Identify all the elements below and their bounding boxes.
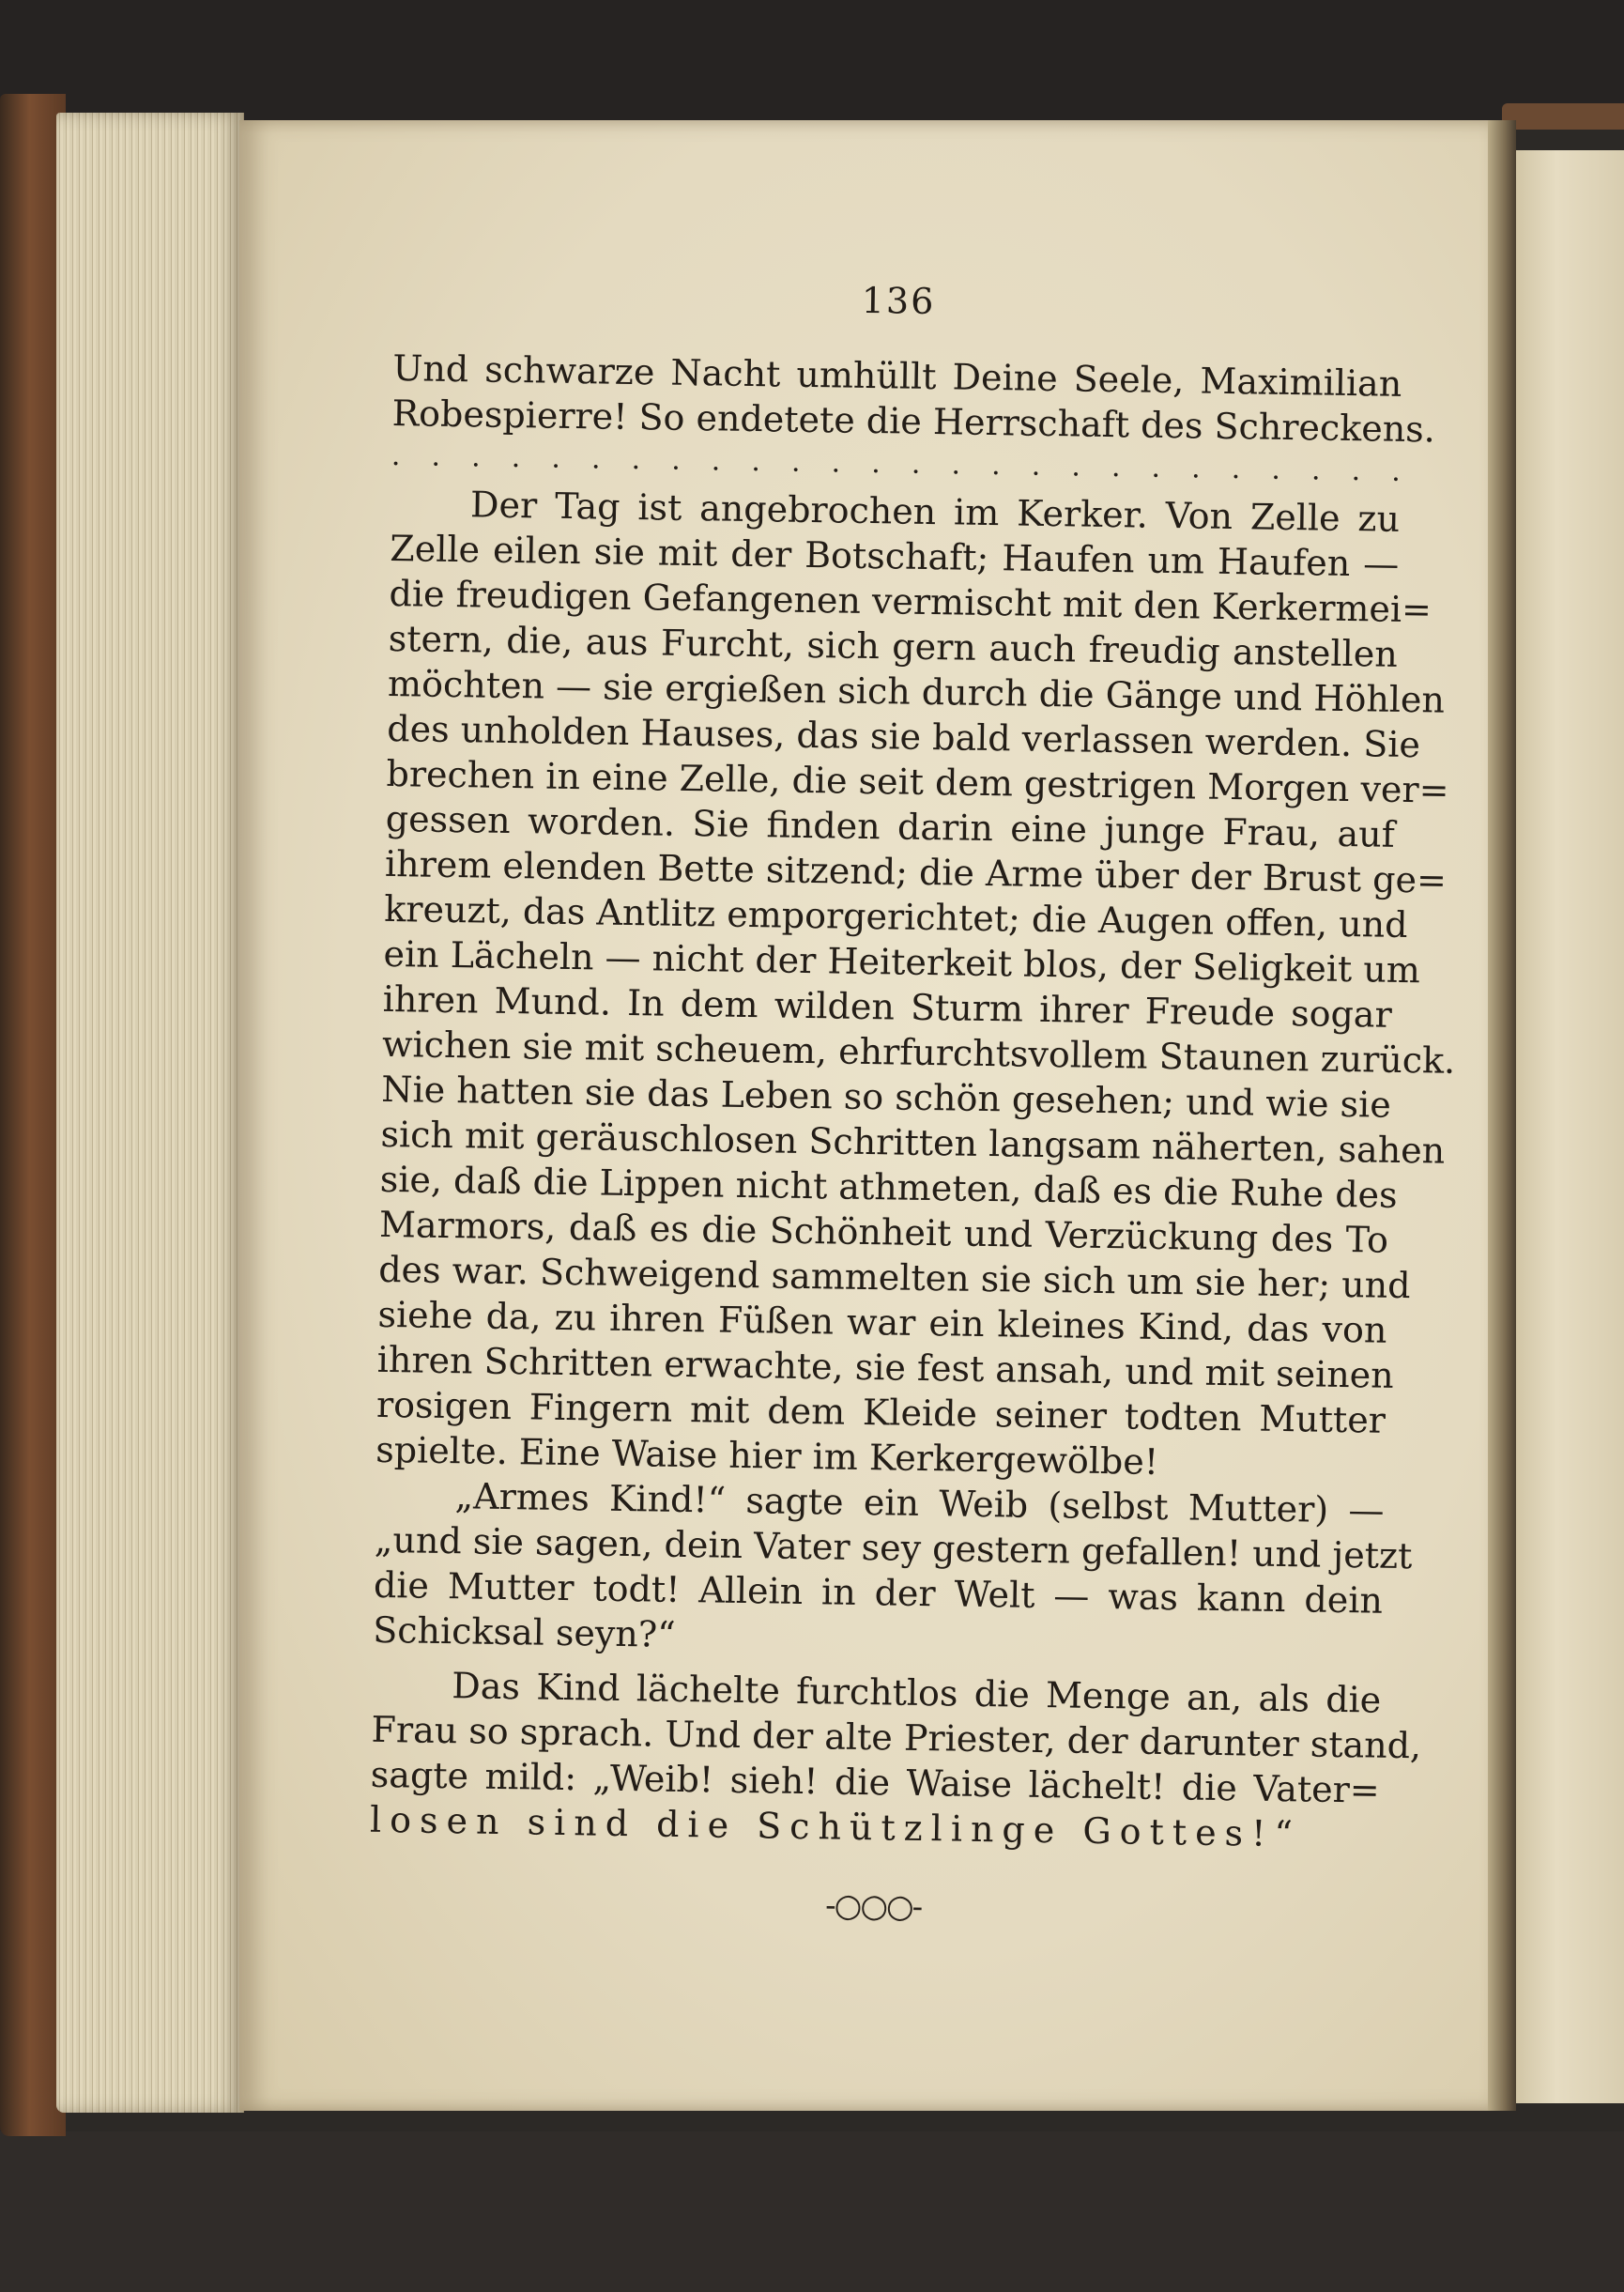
text-line: „und sie sagen, dein Vater sey gestern gefallen! und jetzt: [374, 1518, 1413, 1577]
right-cover-edge: [1502, 103, 1624, 130]
page-text: [368, 272, 1456, 1933]
dotted-separator: . . . . . . . . . . . . . . . . . . . . . . . . . .: [391, 438, 1402, 488]
text-line: gessen worden. Sie finden darin eine junge Frau, auf: [385, 797, 1396, 855]
text-line: sagte mild: „Weib! sieh! die Waise lächelt! die Vater=: [370, 1753, 1381, 1811]
text-line: die Mutter todt! Allein in der Welt — was kann dein: [373, 1563, 1384, 1622]
text-line: losen sind die Schützlinge Gottes!“: [369, 1798, 1302, 1855]
background-bottom: [0, 2131, 1624, 2292]
background-top: [0, 0, 1624, 122]
text-line: wichen sie mit scheuem, ehrfurchtsvollem Staunen zurück.: [381, 1023, 1456, 1082]
text-line: spielte. Eine Waise hier im Kerkergewölbe!: [375, 1428, 1159, 1483]
text-line: Nie hatten sie das Leben so schön gesehen; und wie sie: [380, 1068, 1392, 1126]
text-line: Der Tag ist angebrochen im Kerker. Von Zelle zu: [469, 484, 1401, 540]
text-line: Und schwarze Nacht umhüllt Deine Seele, Maximilian: [392, 346, 1402, 405]
text-line: sich mit geräuschlosen Schritten langsam näherten, sahen: [380, 1113, 1446, 1172]
text-line: ihren Mund. In dem wilden Sturm ihrer Freude sogar: [382, 977, 1393, 1036]
paragraph-2: [372, 1472, 1413, 1669]
text-line: stern, die, aus Furcht, sich gern auch freudig anstellen: [388, 617, 1399, 675]
page-number: 136: [861, 279, 936, 323]
text-line: Frau so sprach. Und der alte Priester, der darunter stand,: [371, 1708, 1422, 1767]
text-line: Marmors, daß es die Schönheit und Verzückung des To: [378, 1203, 1389, 1261]
text-line: Zelle eilen sie mit der Botschaft; Haufen um Haufen —: [390, 527, 1400, 585]
text-line: brechen in eine Zelle, die seit dem gestrigen Morgen ver=: [386, 752, 1449, 811]
paragraph-3: [369, 1662, 1422, 1858]
paragraph-1: [375, 481, 1456, 1488]
text-line: ihren Schritten erwachte, sie fest ansah, und mit seinen: [376, 1338, 1395, 1396]
opening-lines: [391, 346, 1436, 452]
page-edges: [56, 113, 244, 2113]
end-ornament: -○○○-: [824, 1886, 922, 1927]
text-line: möchten — sie ergießen sich durch die Gänge und Höhlen: [387, 662, 1446, 721]
text-line: rosigen Fingern mit dem Kleide seiner todten Mutter: [375, 1383, 1387, 1441]
text-line: Das Kind lächelte furchtlos die Menge an, als die: [452, 1665, 1382, 1721]
text-line: siehe da, zu ihren Füßen war ein kleines Kind, das von: [377, 1293, 1387, 1351]
text-line: ihrem elenden Bette sitzend; die Arme über der Brust ge=: [384, 842, 1448, 901]
text-line: die freudigen Gefangenen vermischt mit den Kerkermei=: [389, 572, 1432, 631]
page-gutter: [1488, 120, 1516, 2111]
text-line: „Armes Kind!“ sagte ein Weib (selbst Mutter) —: [454, 1475, 1385, 1531]
text-line: Robespierre! So endetete die Herrschaft des Schreckens.: [391, 392, 1436, 451]
text-line: Schicksal seyn?“: [372, 1608, 676, 1655]
facing-page: [1511, 150, 1624, 2103]
text-line: kreuzt, das Antlitz emporgerichtet; die Augen offen, und: [384, 887, 1408, 946]
text-line: ein Lächeln — nicht der Heiterkeit blos, der Seligkeit um: [383, 932, 1421, 992]
text-line: sie, daß die Lippen nicht athmeten, daß es die Ruhe des: [379, 1158, 1398, 1216]
text-line: des war. Schweigend sammelten sie sich um sie her; und: [377, 1248, 1411, 1307]
text-line: des unholden Hauses, das sie bald verlassen werden. Sie: [387, 707, 1421, 766]
